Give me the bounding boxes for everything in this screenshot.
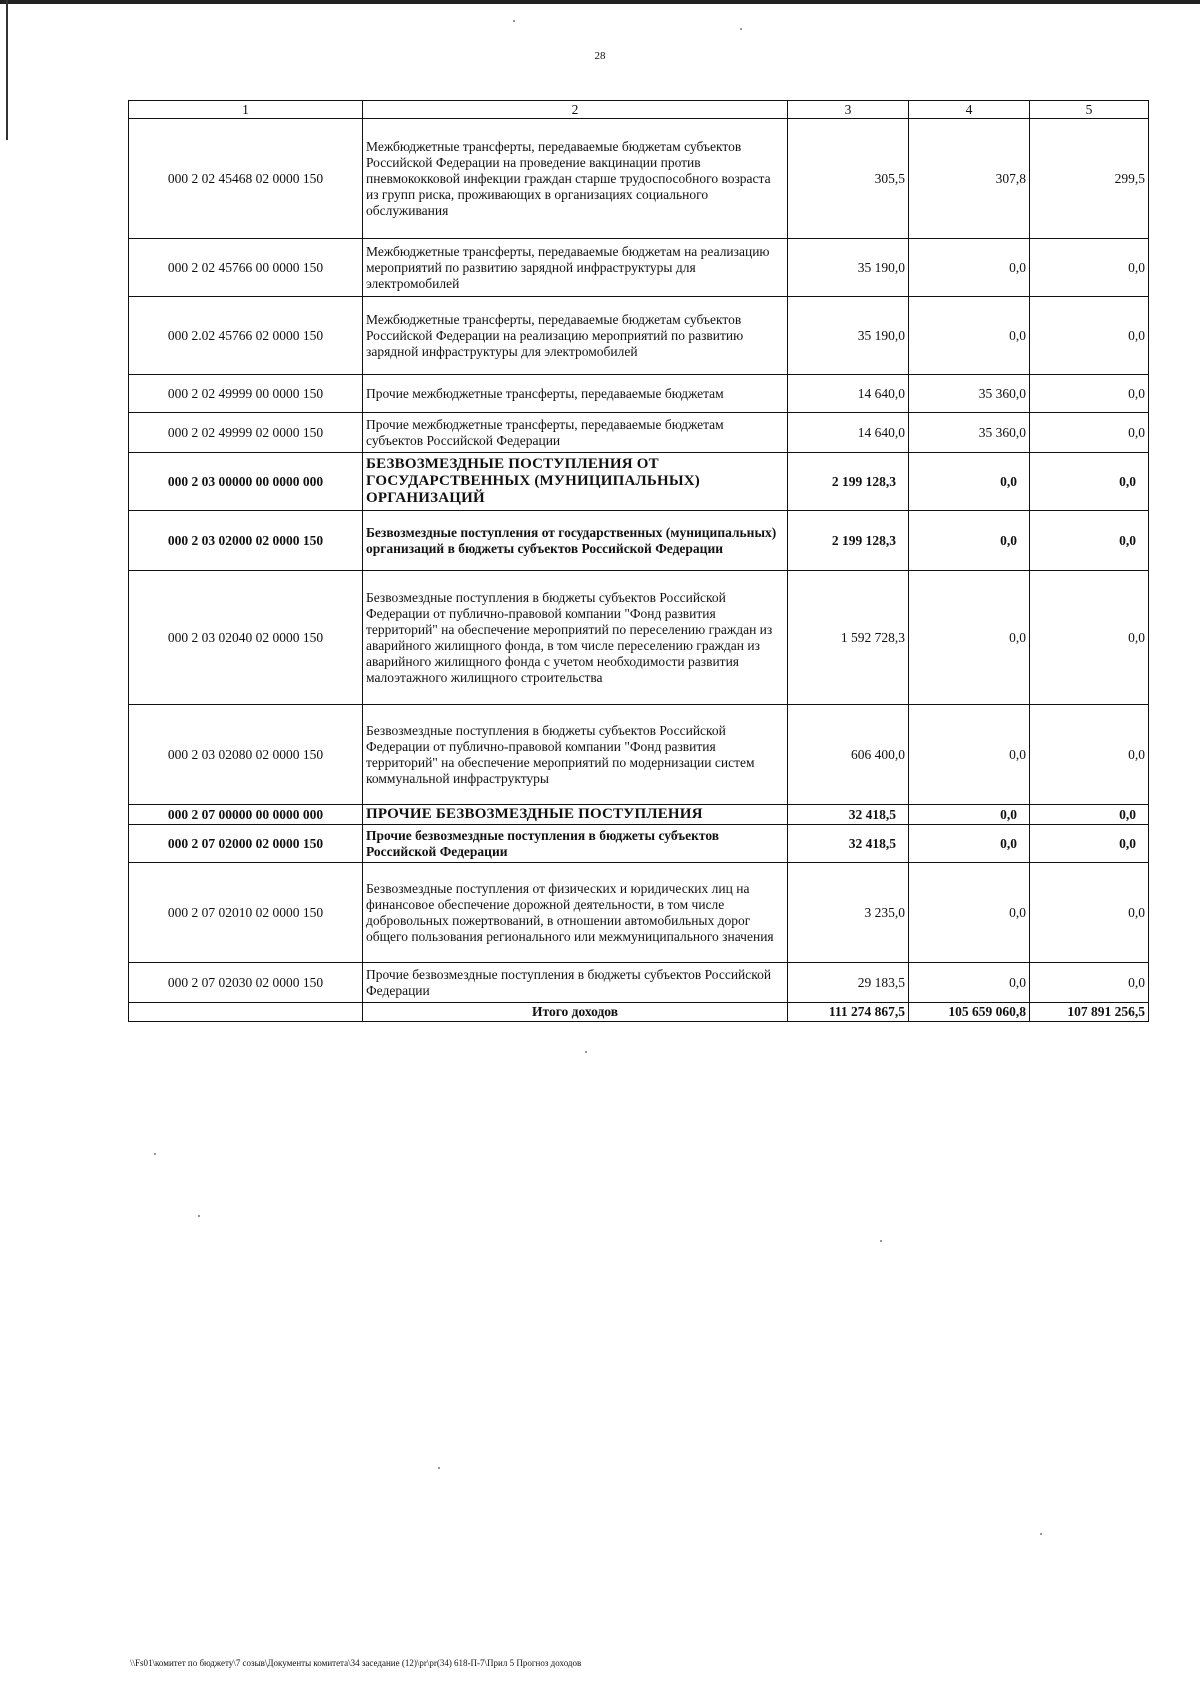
item-name-cell: Безвозмездные поступления в бюджеты субъектов Российской Федерации от публично-правовой компании "Фонд развития территорий" на обеспечение мероприятий по переселению граждан из аварийного жилищного фонда, в том числе переселению граждан из аварийного жилищного фонда с учетом необходимости развития малоэтажного жилищного строительства xyxy=(363,571,788,705)
value-col3-cell: 2 199 128,3 xyxy=(788,453,909,511)
value-col4-cell: 35 360,0 xyxy=(909,375,1030,413)
value-col5-cell: 0,0 xyxy=(1030,239,1149,297)
value-col3-cell: 35 190,0 xyxy=(788,297,909,375)
item-name-cell: БЕЗВОЗМЕЗДНЫЕ ПОСТУПЛЕНИЯ ОТ ГОСУДАРСТВЕННЫХ (МУНИЦИПАЛЬНЫХ) ОРГАНИЗАЦИЙ xyxy=(363,453,788,511)
table-row xyxy=(129,297,1149,375)
budget-code-cell: 000 2 02 49999 02 0000 150 xyxy=(129,413,363,453)
budget-code-cell: 000 2 03 02080 02 0000 150 xyxy=(129,705,363,805)
scan-left-edge xyxy=(6,0,8,140)
value-col3-cell: 305,5 xyxy=(788,119,909,239)
table-row xyxy=(129,119,1149,239)
value-col5-cell: 0,0 xyxy=(1030,963,1149,1003)
scan-speck xyxy=(880,1240,882,1242)
table-row xyxy=(129,511,1149,571)
table-row xyxy=(129,825,1149,863)
scan-speck xyxy=(154,1153,156,1155)
item-name-cell: Прочие межбюджетные трансферты, передаваемые бюджетам субъектов Российской Федерации xyxy=(363,413,788,453)
table-row xyxy=(129,453,1149,511)
value-col3-cell: 29 183,5 xyxy=(788,963,909,1003)
revenue-table xyxy=(128,100,1149,1022)
value-col4-cell: 307,8 xyxy=(909,119,1030,239)
value-col4-cell: 0,0 xyxy=(909,297,1030,375)
page-number: 28 xyxy=(594,50,606,62)
budget-code-cell: 000 2 02 45766 00 0000 150 xyxy=(129,239,363,297)
item-name-cell: Безвозмездные поступления от государственных (муниципальных) организаций в бюджеты субъектов Российской Федерации xyxy=(363,511,788,571)
value-col3-cell: 2 199 128,3 xyxy=(788,511,909,571)
total-row xyxy=(129,1003,1149,1022)
total-label: Итого доходов xyxy=(363,1003,788,1022)
value-col3-cell: 32 418,5 xyxy=(788,825,909,863)
value-col4-cell: 0,0 xyxy=(909,239,1030,297)
table-row xyxy=(129,571,1149,705)
header-row xyxy=(129,101,1149,119)
budget-code-cell: 000 2 02 45468 02 0000 150 xyxy=(129,119,363,239)
total-blank-cell xyxy=(129,1003,363,1022)
item-name-cell: Безвозмездные поступления в бюджеты субъектов Российской Федерации от публично-правовой компании "Фонд развития территорий" на обеспечение мероприятий по модернизации систем коммунальной инфраструктуры xyxy=(363,705,788,805)
value-col4-cell: 0,0 xyxy=(909,511,1030,571)
item-name-cell: Безвозмездные поступления от физических и юридических лиц на финансовое обеспечение дорожной деятельности, в том числе добровольных пожертвований, в отношении автомобильных дорог общего пользования регионального или межмуниципального значения xyxy=(363,863,788,963)
value-col3-cell: 32 418,5 xyxy=(788,805,909,825)
table-row xyxy=(129,239,1149,297)
column-header: 4 xyxy=(909,101,1030,119)
value-col3-cell: 3 235,0 xyxy=(788,863,909,963)
value-col5-cell: 0,0 xyxy=(1030,375,1149,413)
column-header: 2 xyxy=(363,101,788,119)
budget-code-cell: 000 2 07 02000 02 0000 150 xyxy=(129,825,363,863)
item-name-cell: Межбюджетные трансферты, передаваемые бюджетам на реализацию мероприятий по развитию зарядной инфраструктуры для электромобилей xyxy=(363,239,788,297)
scan-speck xyxy=(438,1467,440,1469)
total-col3-cell: 111 274 867,5 xyxy=(788,1003,909,1022)
value-col4-cell: 0,0 xyxy=(909,963,1030,1003)
item-name-cell: ПРОЧИЕ БЕЗВОЗМЕЗДНЫЕ ПОСТУПЛЕНИЯ xyxy=(363,805,788,825)
value-col3-cell: 35 190,0 xyxy=(788,239,909,297)
item-name-cell: Межбюджетные трансферты, передаваемые бюджетам субъектов Российской Федерации на реализацию мероприятий по развитию зарядной инфраструктуры для электромобилей xyxy=(363,297,788,375)
value-col3-cell: 1 592 728,3 xyxy=(788,571,909,705)
column-header: 3 xyxy=(788,101,909,119)
budget-code-cell: 000 2 03 00000 00 0000 000 xyxy=(129,453,363,511)
value-col4-cell: 0,0 xyxy=(909,453,1030,511)
value-col3-cell: 14 640,0 xyxy=(788,375,909,413)
value-col5-cell: 0,0 xyxy=(1030,705,1149,805)
scan-speck xyxy=(1040,1533,1042,1535)
item-name-cell: Прочие межбюджетные трансферты, передаваемые бюджетам xyxy=(363,375,788,413)
value-col5-cell: 0,0 xyxy=(1030,805,1149,825)
budget-code-cell: 000 2 02 49999 00 0000 150 xyxy=(129,375,363,413)
budget-code-cell: 000 2 07 02010 02 0000 150 xyxy=(129,863,363,963)
item-name-cell: Прочие безвозмездные поступления в бюджеты субъектов Российской Федерации xyxy=(363,825,788,863)
value-col5-cell: 0,0 xyxy=(1030,571,1149,705)
value-col3-cell: 14 640,0 xyxy=(788,413,909,453)
budget-code-cell: 000 2 07 00000 00 0000 000 xyxy=(129,805,363,825)
item-name-cell: Прочие безвозмездные поступления в бюджеты субъектов Российской Федерации xyxy=(363,963,788,1003)
budget-code-cell: 000 2.02 45766 02 0000 150 xyxy=(129,297,363,375)
total-col4-cell: 105 659 060,8 xyxy=(909,1003,1030,1022)
value-col3-cell: 606 400,0 xyxy=(788,705,909,805)
value-col5-cell: 0,0 xyxy=(1030,825,1149,863)
value-col4-cell: 0,0 xyxy=(909,571,1030,705)
value-col5-cell: 0,0 xyxy=(1030,297,1149,375)
value-col4-cell: 0,0 xyxy=(909,863,1030,963)
scan-speck xyxy=(740,28,742,30)
scan-top-edge xyxy=(0,0,1200,4)
value-col5-cell: 0,0 xyxy=(1030,413,1149,453)
table-body xyxy=(129,119,1149,1022)
value-col5-cell: 0,0 xyxy=(1030,863,1149,963)
budget-code-cell: 000 2 07 02030 02 0000 150 xyxy=(129,963,363,1003)
scan-speck xyxy=(198,1215,200,1217)
value-col4-cell: 0,0 xyxy=(909,805,1030,825)
file-path-footer: \\Fs01\комитет по бюджету\7 созыв\Документы комитета\34 заседание (12)\pr\pr(34) 618-П-7\Прил 5 Прогноз доходов xyxy=(130,1658,582,1668)
value-col4-cell: 0,0 xyxy=(909,705,1030,805)
table-row xyxy=(129,705,1149,805)
table-row xyxy=(129,413,1149,453)
scan-speck xyxy=(513,20,515,22)
value-col4-cell: 35 360,0 xyxy=(909,413,1030,453)
budget-code-cell: 000 2 03 02000 02 0000 150 xyxy=(129,511,363,571)
value-col5-cell: 0,0 xyxy=(1030,453,1149,511)
column-header: 5 xyxy=(1030,101,1149,119)
value-col4-cell: 0,0 xyxy=(909,825,1030,863)
column-header: 1 xyxy=(129,101,363,119)
table-row xyxy=(129,863,1149,963)
scan-speck xyxy=(585,1051,587,1053)
table-row xyxy=(129,805,1149,825)
budget-code-cell: 000 2 03 02040 02 0000 150 xyxy=(129,571,363,705)
table-row xyxy=(129,375,1149,413)
item-name-cell: Межбюджетные трансферты, передаваемые бюджетам субъектов Российской Федерации на проведение вакцинации против пневмококковой инфекции граждан старше трудоспособного возраста из групп риска, проживающих в организациях социального обслуживания xyxy=(363,119,788,239)
total-col5-cell: 107 891 256,5 xyxy=(1030,1003,1149,1022)
table-row xyxy=(129,963,1149,1003)
value-col5-cell: 0,0 xyxy=(1030,511,1149,571)
value-col5-cell: 299,5 xyxy=(1030,119,1149,239)
